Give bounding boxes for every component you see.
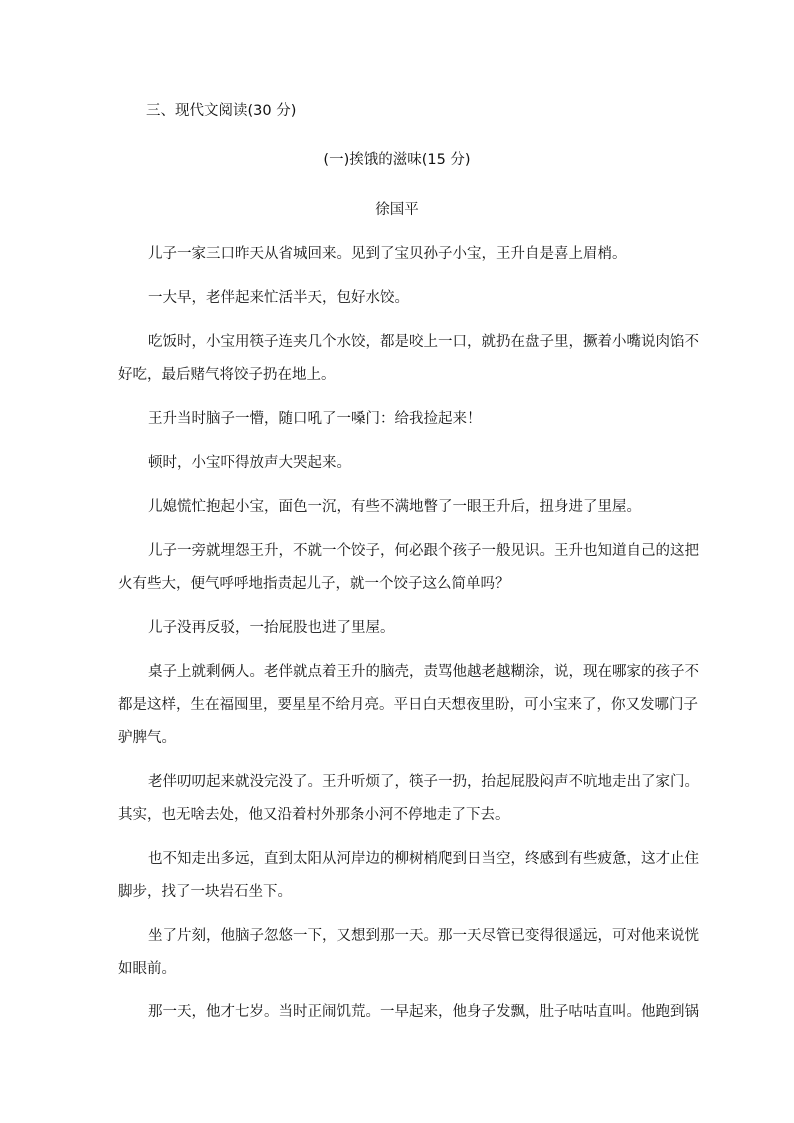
paragraph-10-line-2: 其实，也无啥去处，他又沿着村外那条小河不停地走了下去。	[118, 807, 510, 823]
paragraph-5-line-1: 顿时，小宝吓得放声大哭起来。	[148, 455, 351, 471]
paragraph-3-line-2: 好吃，最后赌气将饺子扔在地上。	[118, 367, 336, 383]
paragraph-11-line-1: 也不知走出多远，直到太阳从河岸边的柳树梢爬到日当空，终感到有些疲惫，这才止住	[148, 851, 699, 867]
paragraph-7-line-2: 火有些大，便气呼呼地指责起儿子，就一个饺子这么简单吗？	[118, 576, 510, 592]
paragraph-7-line-1: 儿子一旁就埋怨王升，不就一个饺子，何必跟个孩子一般见识。王升也知道自己的这把	[148, 543, 699, 559]
article-title: (一)挨饿的滋味(15 分)	[323, 152, 471, 168]
section-heading: 三、现代文阅读(30 分)	[146, 103, 297, 119]
paragraph-9-line-3: 驴脾气。	[118, 730, 176, 746]
paragraph-8-line-1: 儿子没再反驳，一抬屁股也进了里屋。	[148, 620, 395, 636]
paragraph-1-line-1: 儿子一家三口昨天从省城回来。见到了宝贝孙子小宝，王升自是喜上眉梢。	[148, 246, 627, 262]
paragraph-4-line-1: 王升当时脑子一懵，随口吼了一嗓门：给我捡起来！	[148, 411, 482, 427]
article-author: 徐国平	[375, 202, 419, 218]
paragraph-10-line-1: 老伴叨叨起来就没完没了。王升听烦了，筷子一扔，抬起屁股闷声不吭地走出了家门。	[148, 774, 699, 790]
paragraph-11-line-2: 脚步，找了一块岩石坐下。	[118, 884, 292, 900]
paragraph-3-line-1: 吃饭时，小宝用筷子连夹几个水饺，都是咬上一口，就扔在盘子里，撅着小嘴说肉馅不	[148, 334, 699, 350]
paragraph-13-line-1: 那一天，他才七岁。当时正闹饥荒。一早起来，他身子发飘，肚子咕咕直叫。他跑到锅	[148, 1004, 699, 1020]
paragraph-12-line-2: 如眼前。	[118, 961, 176, 977]
paragraph-9-line-1: 桌子上就剩俩人。老伴就点着王升的脑壳，责骂他越老越糊涂，说，现在哪家的孩子不	[148, 664, 699, 680]
paragraph-9-line-2: 都是这样，生在福囤里，要星星不给月亮。平日白天想夜里盼，可小宝来了，你又发哪门子	[118, 697, 698, 713]
paragraph-12-line-1: 坐了片刻，他脑子忽悠一下，又想到那一天。那一天尽管已变得很遥远，可对他来说恍	[148, 928, 699, 944]
paragraph-6-line-1: 儿媳慌忙抱起小宝，面色一沉，有些不满地瞥了一眼王升后，扭身进了里屋。	[148, 499, 641, 515]
paragraph-2-line-1: 一大早，老伴起来忙活半天，包好水饺。	[148, 290, 409, 306]
